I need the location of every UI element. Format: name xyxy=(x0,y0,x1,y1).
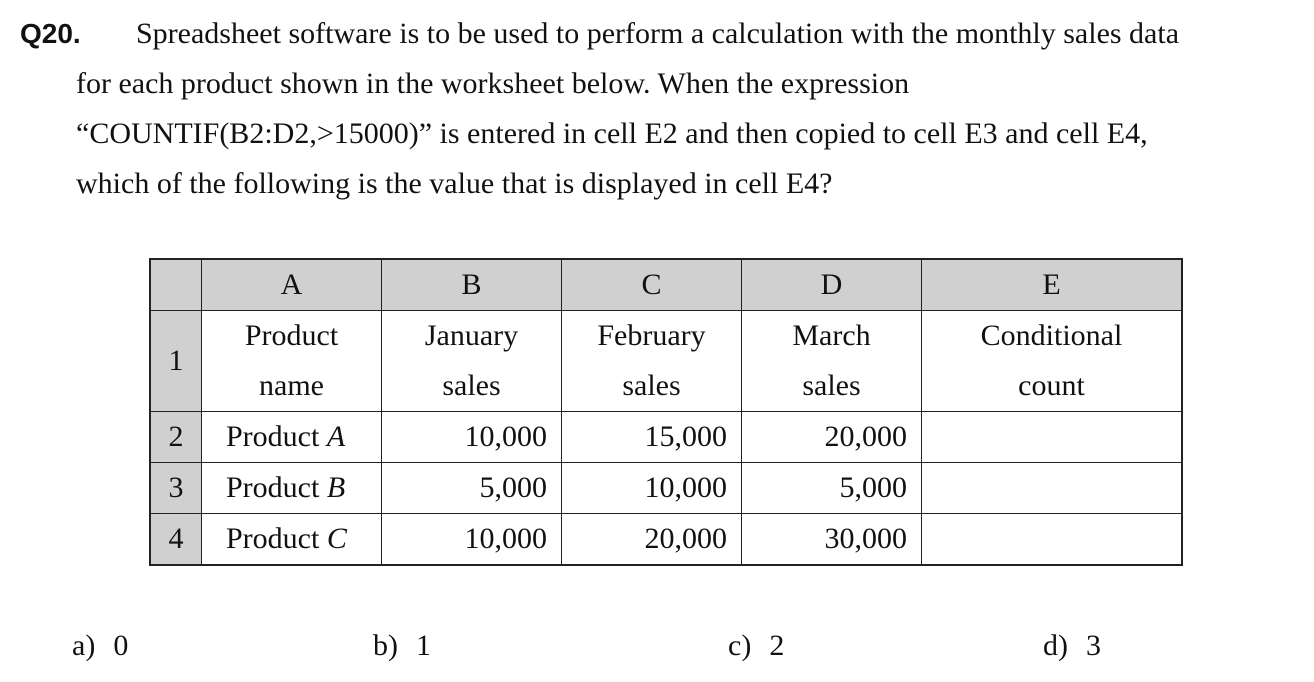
cell-b3: 5,000 xyxy=(382,463,562,514)
cell-e1-line-1: Conditional xyxy=(980,319,1123,352)
cell-c1 xyxy=(562,311,742,412)
answer-option-d[interactable] xyxy=(1043,628,1101,664)
option-value: 1 xyxy=(416,629,431,662)
product-name-letter: B xyxy=(326,471,346,504)
answer-option-b[interactable] xyxy=(373,628,431,664)
row-header-2: 2 xyxy=(150,412,202,463)
cell-a1-line-2: name xyxy=(259,369,324,402)
cell-d2: 20,000 xyxy=(742,412,922,463)
question-text-line-1: Spreadsheet software is to be used to perform a calculation with the monthly sales data xyxy=(136,17,1180,50)
worksheet-table xyxy=(149,258,1183,566)
cell-b4: 10,000 xyxy=(382,514,562,566)
table-row xyxy=(150,514,1182,566)
cell-d4: 30,000 xyxy=(742,514,922,566)
cell-d1-line-2: sales xyxy=(802,369,861,402)
cell-a1 xyxy=(202,311,382,412)
cell-b2: 10,000 xyxy=(382,412,562,463)
row-header-1: 1 xyxy=(150,311,202,412)
cell-c1-line-2: sales xyxy=(622,369,681,402)
product-name-prefix: Product xyxy=(226,471,327,504)
product-name-prefix: Product xyxy=(226,522,327,555)
cell-e2 xyxy=(922,412,1183,463)
row-header-4: 4 xyxy=(150,514,202,566)
column-header-a: A xyxy=(202,259,382,311)
option-value: 2 xyxy=(769,629,785,662)
cell-d3: 5,000 xyxy=(742,463,922,514)
answer-option-a[interactable] xyxy=(72,628,128,664)
product-name-prefix: Product xyxy=(226,420,327,453)
corner-cell xyxy=(150,259,202,311)
option-label: d) xyxy=(1043,629,1068,662)
table-row xyxy=(150,311,1182,412)
cell-b1 xyxy=(382,311,562,412)
cell-a4 xyxy=(202,514,382,566)
question-number: Q20. xyxy=(20,18,81,49)
product-name-letter: A xyxy=(326,420,346,453)
cell-e1 xyxy=(922,311,1183,412)
cell-a3 xyxy=(202,463,382,514)
table-row xyxy=(150,463,1182,514)
option-label: a) xyxy=(72,629,96,662)
question-text-line-3: “COUNTIF(B2:D2,>15000)” is entered in cell E2 and then copied to cell E3 and cell E4, xyxy=(76,117,1148,150)
question-text-line-4: which of the following is the value that is displayed in cell E4? xyxy=(76,167,833,200)
option-value: 0 xyxy=(113,629,129,662)
table-row xyxy=(150,412,1182,463)
option-label: c) xyxy=(728,629,752,662)
column-header-d: D xyxy=(742,259,922,311)
column-header-c: C xyxy=(562,259,742,311)
column-header-row xyxy=(150,259,1182,311)
cell-c1-line-1: February xyxy=(597,319,706,352)
cell-d1-line-1: March xyxy=(792,319,871,352)
answer-option-c[interactable] xyxy=(728,628,784,664)
cell-e3 xyxy=(922,463,1183,514)
option-label: b) xyxy=(373,629,398,662)
column-header-b: B xyxy=(382,259,562,311)
cell-a1-line-1: Product xyxy=(244,319,339,352)
cell-e1-line-2: count xyxy=(1018,369,1085,402)
option-value: 3 xyxy=(1086,629,1101,662)
cell-a2 xyxy=(202,412,382,463)
cell-e4 xyxy=(922,514,1183,566)
column-header-e: E xyxy=(922,259,1183,311)
cell-c4: 20,000 xyxy=(562,514,742,566)
question-text-line-2: for each product shown in the worksheet below. When the expression xyxy=(76,67,910,100)
cell-b1-line-2: sales xyxy=(442,369,501,402)
row-header-3: 3 xyxy=(150,463,202,514)
cell-c3: 10,000 xyxy=(562,463,742,514)
product-name-letter: C xyxy=(326,522,347,555)
cell-d1 xyxy=(742,311,922,412)
cell-c2: 15,000 xyxy=(562,412,742,463)
cell-b1-line-1: January xyxy=(424,319,519,352)
